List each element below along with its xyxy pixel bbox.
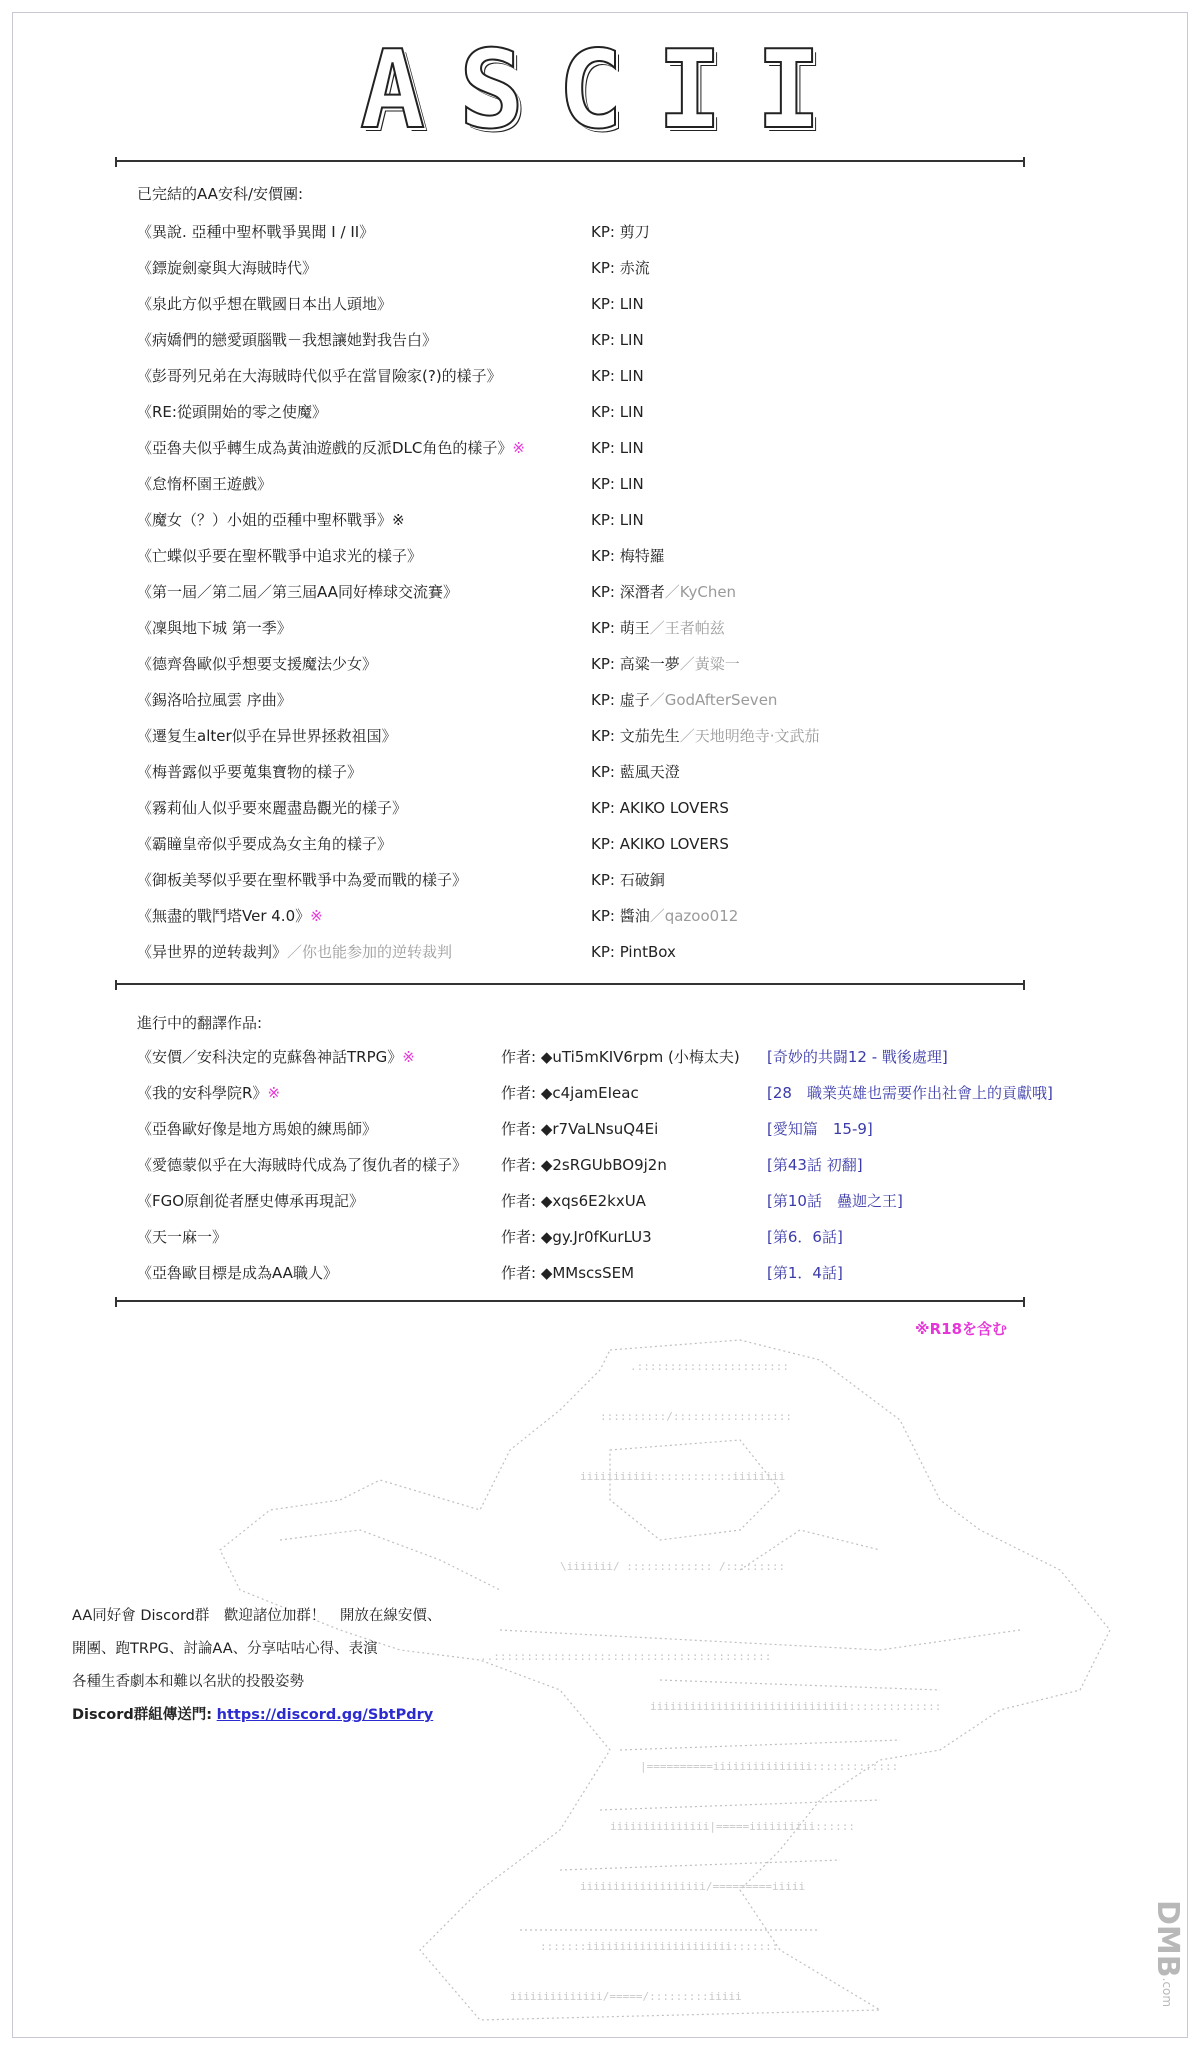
completed-row: [137, 218, 1137, 246]
discord-label: Discord群組傳送門:: [72, 1707, 213, 1723]
latest-chapter-link[interactable]: [第10話 蠱迦之王]: [767, 1192, 903, 1210]
svg-text:iiiiiiiiiiiiiii|=====iiiiiiiii: iiiiiiiiiiiiiii|=====iiiiiiiiii::::::: [610, 1820, 856, 1833]
svg-text::::::::iiiiiiiiiiiiiiiiiiiiii:: :::::::iiiiiiiiiiiiiiiiiiiiii:::::::: [540, 1940, 779, 1953]
ongoing-heading: 進行中的翻譯作品:: [137, 1014, 263, 1032]
ongoing-row: [137, 1151, 1137, 1179]
divider-bottom: [115, 1300, 1025, 1302]
kp-credit: [591, 794, 729, 822]
discord-link[interactable]: https://discord.gg/SbtPdry: [216, 1707, 434, 1723]
work-title-text: 《RE:從頭開始的零之使魔》: [137, 403, 327, 421]
latest-chapter-link[interactable]: [愛知篇 15-9]: [767, 1120, 873, 1138]
work-title-text: 《亞魯歐目標是成為AA職人》: [137, 1264, 338, 1282]
work-title[interactable]: [137, 794, 407, 822]
kp-name: KP: 深潛者: [591, 583, 665, 601]
work-title-text: 《我的安科學院R》: [137, 1084, 268, 1102]
completed-row: [137, 254, 1137, 282]
kp-credit: [591, 902, 738, 930]
kp-name: KP: 梅特羅: [591, 547, 665, 565]
kp-name: KP: LIN: [591, 439, 644, 457]
work-title-text: 《第一屆／第二屆／第三屆AA同好棒球交流賽》: [137, 583, 458, 601]
work-title[interactable]: [137, 1223, 227, 1251]
work-title-text: 《錫洛哈拉風雲 序曲》: [137, 691, 292, 709]
work-title-text: 《梅普露似乎要蒐集寶物的樣子》: [137, 763, 363, 781]
kp-alt-name: ／KyChen: [664, 583, 737, 601]
work-title-text: 《霧莉仙人似乎要來麗盡島觀光的樣子》: [137, 799, 408, 817]
completed-row: [137, 866, 1137, 894]
kp-name: KP: LIN: [591, 331, 644, 349]
work-title[interactable]: [137, 326, 437, 354]
kp-credit: [591, 326, 644, 354]
work-title[interactable]: [137, 938, 452, 966]
work-title[interactable]: [137, 1259, 338, 1287]
kp-credit: [591, 830, 729, 858]
work-title[interactable]: [137, 434, 525, 462]
ongoing-row: [137, 1187, 1137, 1215]
work-title[interactable]: [137, 686, 292, 714]
work-title-text: 《安價／安科決定的克蘇魯神話TRPG》: [137, 1048, 403, 1066]
author-credit: 作者: ◆xqs6E2kxUA: [501, 1192, 646, 1210]
ongoing-row: [137, 1043, 1137, 1071]
ongoing-row: [137, 1259, 1137, 1287]
work-title-text: 《泉此方似乎想在戰國日本出人頭地》: [137, 295, 393, 313]
completed-row: [137, 722, 1137, 750]
discord-line-3: 各種生香劇本和難以名狀的投骰姿勢: [72, 1674, 304, 1690]
work-title-text: 《遷复生alter似乎在异世界拯救祖国》: [137, 727, 397, 745]
work-title[interactable]: [137, 542, 422, 570]
kp-credit: [591, 722, 820, 750]
r18-mark: ※: [512, 439, 525, 457]
ascii-logo: ASCII: [360, 28, 856, 153]
work-title[interactable]: [137, 1151, 467, 1179]
completed-row: [137, 830, 1137, 858]
latest-chapter-link[interactable]: [奇妙的共闘12 - 戰後處理]: [767, 1048, 948, 1066]
latest-chapter-link[interactable]: [第1．4話]: [767, 1264, 843, 1282]
work-title[interactable]: [137, 902, 323, 930]
completed-row: [137, 434, 1137, 462]
completed-row: [137, 362, 1137, 390]
ongoing-row: [137, 1115, 1137, 1143]
discord-promo: [72, 1600, 472, 1732]
kp-name: KP: AKIKO LOVERS: [591, 799, 729, 817]
work-title-text: 《亞魯夫似乎轉生成為黃油遊戲的反派DLC角色的樣子》: [137, 439, 513, 457]
work-title-alt: ／你也能参加的逆转裁判: [287, 943, 453, 961]
kp-alt-name: ／qazoo012: [649, 907, 739, 925]
work-title-text: 《鏢旋劍豪與大海賊時代》: [137, 259, 318, 277]
svg-text:\iiiiiii/ ::::::::::::: /:::::: \iiiiiii/ ::::::::::::: /:::::::::: [560, 1560, 786, 1573]
completed-row: [137, 326, 1137, 354]
work-title-text: 《德齊魯歐似乎想要支援魔法少女》: [137, 655, 378, 673]
kp-credit: [591, 470, 644, 498]
svg-text:iiiiiiiiiii::::::::::::iiiiiii: iiiiiiiiiii::::::::::::iiiiiiii: [580, 1470, 786, 1483]
kp-alt-name: ／王者帕兹: [649, 619, 725, 637]
completed-row: [137, 398, 1137, 426]
kp-name: KP: 文茄先生: [591, 727, 680, 745]
divider-middle: [115, 983, 1025, 985]
work-title-text: 《無盡的戰鬥塔Ver 4.0》: [137, 907, 311, 925]
work-title[interactable]: [137, 650, 377, 678]
completed-row: [137, 290, 1137, 318]
kp-name: KP: 藍風天澄: [591, 763, 680, 781]
work-title[interactable]: [137, 578, 458, 606]
work-title-text: 《霸瞳皇帝似乎要成為女主角的樣子》: [137, 835, 393, 853]
kp-name: KP: LIN: [591, 475, 644, 493]
kp-alt-name: ／黃粱一: [679, 655, 740, 673]
work-title-text: 《異說. 亞種中聖杯戰爭異聞 I / II》: [137, 223, 375, 241]
kp-name: KP: 醬油: [591, 907, 650, 925]
kp-credit: [591, 218, 650, 246]
author-credit: 作者: ◆r7VaLNsuQ4Ei: [501, 1120, 659, 1138]
work-title-text: 《天一麻一》: [137, 1228, 228, 1246]
kp-credit: [591, 542, 665, 570]
author-credit: 作者: ◆c4jamEIeac: [501, 1084, 639, 1102]
discord-link-row: [72, 1699, 472, 1732]
kp-name: KP: 赤流: [591, 259, 650, 277]
ongoing-row: [137, 1079, 1137, 1107]
kp-name: KP: 高粱一夢: [591, 655, 680, 673]
work-title-text: 《亡蝶似乎要在聖杯戰爭中追求光的樣子》: [137, 547, 423, 565]
kp-name: KP: 萌王: [591, 619, 650, 637]
kp-credit: [591, 686, 777, 714]
discord-line-2: 開團、跑TRPG、討論AA、分享咕咕心得、表演: [72, 1641, 378, 1657]
r18-mark: ※: [267, 1084, 281, 1102]
work-title[interactable]: [137, 614, 292, 642]
svg-text:|==========iiiiiiiiiiiiiii::::: |==========iiiiiiiiiiiiiii:::::::::::::: [640, 1760, 899, 1773]
work-title[interactable]: [137, 1079, 280, 1107]
kp-name: KP: PintBox: [591, 943, 676, 961]
r18-note: ※R18を含む: [915, 1320, 1008, 1338]
kp-credit: [591, 398, 644, 426]
completed-row: [137, 578, 1137, 606]
kp-credit: [591, 866, 665, 894]
completed-row: [137, 902, 1137, 930]
divider-top: [115, 160, 1025, 162]
work-title-text: 《FGO原創從者歷史傳承再現記》: [137, 1192, 365, 1210]
latest-chapter-link[interactable]: [28 職業英雄也需要作出社會上的貢獻哦]: [767, 1084, 1053, 1102]
kp-name: KP: 虛子: [591, 691, 650, 709]
r18-mark: ※: [310, 907, 323, 925]
work-title[interactable]: [137, 362, 502, 390]
work-title-text: 《怠惰杯園王遊戲》: [137, 475, 273, 493]
work-title[interactable]: [137, 218, 374, 246]
work-title-text: 《病嬌們的戀愛頭腦戰－我想讓她對我告白》: [137, 331, 438, 349]
work-title[interactable]: [137, 1043, 415, 1071]
svg-text:iiiiiiiiiiiiii/=====/:::::::::: iiiiiiiiiiiiii/=====/:::::::::iiiii: [510, 1990, 742, 2003]
completed-row: [137, 506, 1137, 534]
latest-chapter-link[interactable]: [第6．6話]: [767, 1228, 843, 1246]
kp-credit: [591, 614, 725, 642]
svg-text:iiiiiiiiiiiiiiiiiiiiiiiiiiiiii: iiiiiiiiiiiiiiiiiiiiiiiiiiiiii::::::::::::::: [650, 1700, 942, 1713]
work-title-text: 《御板美琴似乎要在聖杯戰爭中為愛而戰的樣子》: [137, 871, 468, 889]
completed-row: [137, 758, 1137, 786]
kp-credit: [591, 578, 736, 606]
completed-row: [137, 542, 1137, 570]
completed-row: [137, 938, 1137, 966]
work-title[interactable]: [137, 1115, 377, 1143]
kp-credit: [591, 758, 680, 786]
work-title[interactable]: [137, 758, 362, 786]
kp-credit: [591, 254, 650, 282]
kp-name: KP: 剪刀: [591, 223, 650, 241]
work-title-text: 《亞魯歐好像是地方馬娘的練馬師》: [137, 1120, 378, 1138]
work-title[interactable]: [137, 830, 392, 858]
work-title-text: 《彭哥列兄弟在大海賊時代似乎在當冒險家(?)的樣子》: [137, 367, 502, 385]
svg-text:::::::::::/::::::::::::::::::: ::::::::::/::::::::::::::::::: [600, 1410, 793, 1423]
work-title-text: 《愛德蒙似乎在大海賊時代成為了復仇者的樣子》: [137, 1156, 468, 1174]
work-title[interactable]: [137, 722, 397, 750]
work-title-text: 《凜與地下城 第一季》: [137, 619, 292, 637]
ongoing-row: [137, 1223, 1137, 1251]
kp-name: KP: AKIKO LOVERS: [591, 835, 729, 853]
kp-credit: [591, 362, 644, 390]
author-credit: 作者: ◆MMscsSEM: [501, 1264, 635, 1282]
kp-name: KP: 石破銅: [591, 871, 665, 889]
work-title-text: 《异世界的逆转裁判》: [137, 943, 288, 961]
discord-line-1: AA同好會 Discord群 歡迎諸位加群！ 開放在線安價、: [72, 1608, 442, 1624]
svg-text:iiiiiiiiiiiiiiiiiii/=========i: iiiiiiiiiiiiiiiiiii/=========iiiii: [580, 1880, 806, 1893]
kp-credit: [591, 650, 740, 678]
work-title[interactable]: [137, 254, 317, 282]
completed-heading: 已完結的AA安科/安價團:: [137, 185, 304, 203]
kp-credit: [591, 434, 644, 462]
work-title[interactable]: [137, 1187, 364, 1215]
work-title[interactable]: [137, 506, 405, 534]
completed-row: [137, 470, 1137, 498]
work-title[interactable]: [137, 290, 392, 318]
completed-row: [137, 614, 1137, 642]
completed-row: [137, 686, 1137, 714]
kp-name: KP: LIN: [591, 295, 644, 313]
kp-alt-name: ／GodAfterSeven: [649, 691, 778, 709]
completed-row: [137, 794, 1137, 822]
work-title-text: 《魔女（？）小姐的亞種中聖杯戰爭》※: [137, 511, 405, 529]
latest-chapter-link[interactable]: [第43話 初翻]: [767, 1156, 863, 1174]
kp-name: KP: LIN: [591, 367, 644, 385]
author-credit: 作者: ◆gy.Jr0fKurLU3: [501, 1228, 652, 1246]
work-title[interactable]: [137, 470, 272, 498]
kp-alt-name: ／天地明绝寺·文武茄: [679, 727, 820, 745]
site-watermark: DMB.com: [1150, 1900, 1185, 2008]
kp-credit: [591, 938, 676, 966]
author-credit: 作者: ◆uTi5mKIV6rpm (小梅太夫): [501, 1048, 740, 1066]
work-title[interactable]: [137, 866, 467, 894]
svg-text:.:::::::::::::::::::::::: .:::::::::::::::::::::::: [630, 1360, 789, 1373]
work-title[interactable]: [137, 398, 327, 426]
r18-mark: ※: [402, 1048, 415, 1066]
completed-row: [137, 650, 1137, 678]
kp-credit: [591, 290, 644, 318]
kp-name: KP: LIN: [591, 403, 644, 421]
svg-text:..::::::::::::::::::::::::::::: ..::::::::::::::::::::::::::::::::::::::::::: [480, 1650, 772, 1663]
kp-credit: [591, 506, 644, 534]
author-credit: 作者: ◆2sRGUbBO9j2n: [501, 1156, 667, 1174]
kp-name: KP: LIN: [591, 511, 644, 529]
